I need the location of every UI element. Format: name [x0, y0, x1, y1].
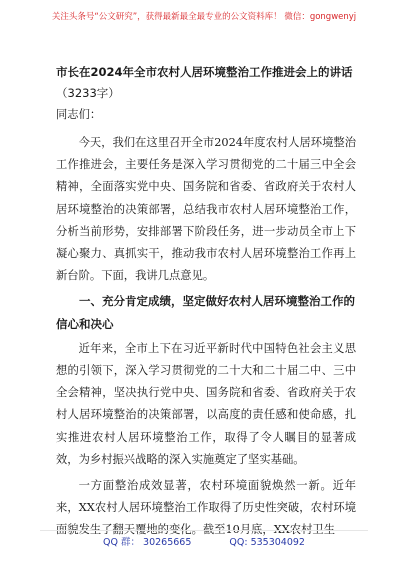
- header-promo-note: 关注头条号“公文研究”，获得最新最全最专业的公文资料库！ 微信：gongwenyj: [51, 12, 357, 22]
- document-body: [56, 62, 356, 542]
- footer-contact: [0, 534, 408, 548]
- salutation: 同志们：: [56, 108, 102, 121]
- document-title: 市长在2024年全市农村人居环境整治工作推进会上的讲话: [56, 65, 353, 79]
- word-count: （3233字）: [56, 86, 120, 100]
- footer-qq: QQ: 535304092: [229, 537, 305, 548]
- footer-qq-group: QQ 群： 30265665: [103, 537, 192, 548]
- section-paragraph-1: 近年来，全市上下在习近平新时代中国特色社会主义思想的引领下，深入学习贯彻党的二十大和二十届二中、三中全会精神，坚决执行党中央、国务院和省委、省政府关于农村人居环境整治的决策部署，以高度的责任感和使命感，扎实推进农村人居环境整治工作，取得了令人瞩目的显著成效，为乡村振兴战略的深入实施奠定了坚实基础。: [56, 341, 356, 466]
- section-paragraph-2: 一方面整治成效显著，农村环境面貌焕然一新。近年来，XX农村人居环境整治工作取得了历史性突破，农村环境面貌发生了翻天覆地的变化。截至10月底，XX农村卫生: [56, 479, 356, 537]
- section-heading: 一、充分肯定成绩，坚定做好农村人居环境整治工作的信心和决心: [56, 294, 355, 331]
- intro-paragraph: 今天，我们在这里召开全市2024年度农村人居环境整治工作推进会，主要任务是深入学习贯彻党的二十届三中全会精神，全面落实党中央、国务院和省委、省政府关于农村人居环境整治的决策部署，总结我市农村人居环境整治工作，分析当前形势，安排部署下阶段任务，进一步动员全市上下凝心聚力、真抓实干，推动我市农村人居环境整治工作再上新台阶。下面，我讲几点意见。: [56, 136, 356, 283]
- footer-divider: [40, 530, 368, 531]
